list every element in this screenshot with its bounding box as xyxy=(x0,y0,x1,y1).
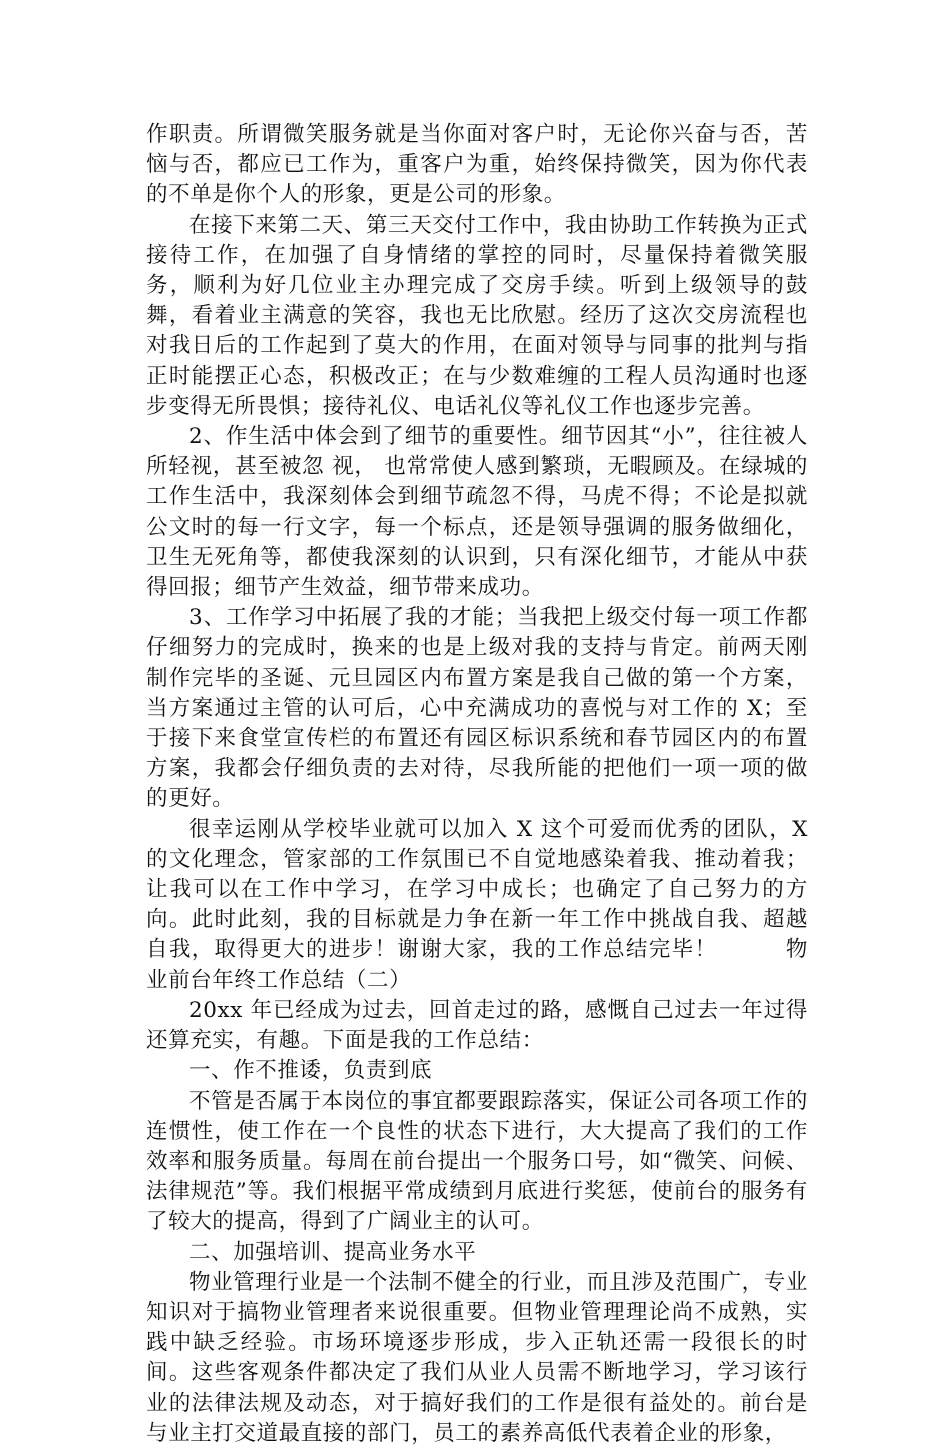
document-body xyxy=(146,120,808,1449)
paragraph-point-3-abilities: 3、工作学习中拓展了我的才能；当我把上级交付每一项工作都仔细努力的完成时，换来的也是上级对我的支持与肯定。前两天刚制作完毕的圣诞、元旦园区内布置方案是我自己做的第一个方案，当方案通过主管的认可后，心中充满成功的喜悦与对工作的 X；至于接下来食堂宣传栏的布置还有园区标识系统和春节园区内的布置方案，我都会仔细负责的去对待，尽我所能的把他们一项一项的做的更好。 xyxy=(146,605,808,812)
paragraph-delivery-work: 在接下来第二天、第三天交付工作中，我由协助工作转换为正式接待工作，在加强了自身情绪的掌控的同时，尽量保持着微笑服务，顺利为好几位业主办理完成了交房手续。听到上级领导的鼓舞，看着业主满意的笑容，我也无比欣慰。经历了这次交房流程也对我日后的工作起到了莫大的作用，在面对领导与同事的批判与指正时能摆正心态，积极改正；在与少数难缠的工程人员沟通时也逐步变得无所畏惧；接待礼仪、电话礼仪等礼仪工作也逐步完善。 xyxy=(146,212,808,419)
section-heading-2: 二、加强培训、提高业务水平 xyxy=(189,1239,477,1265)
paragraph-summary-intro: 20xx 年已经成为过去，回首走过的路，感慨自己过去一年过得还算充实，有趣。下面是我的工作总结： xyxy=(146,997,808,1054)
paragraph-conclusion-and-next-title: 很幸运刚从学校毕业就可以加入 X 这个可爱而优秀的团队，X的文化理念，管家部的工作氛围已不自觉地感染着我、推动着我；让我可以在工作中学习，在学习中成长；也确定了自己努力的方向。此时此刻，我的目标就是力争在新一年工作中挑战自我、超越自我，取得更大的进步！谢谢大家，我的工作总结完毕！ 物业前台年终工作总结（二） xyxy=(146,816,808,993)
paragraph-smile-service-end: 作职责。所谓微笑服务就是当你面对客户时，无论你兴奋与否，苦恼与否，都应已工作为，重客户为重，始终保持微笑，因为你代表的不单是你个人的形象，更是公司的形象。 xyxy=(146,122,808,208)
paragraph-section-2-body: 物业管理行业是一个法制不健全的行业，而且涉及范围广，专业知识对于搞物业管理者来说很重要。但物业管理理论尚不成熟，实践中缺乏经验。市场环境逐步形成，步入正轨还需一段很长的时间。这些客观条件都决定了我们从业人员需不断地学习，学习该行业的法律法规及动态，对于搞好我们的工作是很有益处的。前台是与业主打交道最直接的部门，员工的素养高低代表着企业的形象， xyxy=(146,1269,808,1446)
paragraph-point-2-details: 2、作生活中体会到了细节的重要性。细节因其“小”，往往被人所轻视，甚至被忽 视， 也常常使人感到繁琐，无暇顾及。在绿城的工作生活中，我深刻体会到细节疏忽不得，马虎不得；不论是拟就公文时的每一行文字，每一个标点，还是领导强调的服务做细化，卫生无死角等，都使我深刻的认识到，只有深化细节，才能从中获得回报；细节产生效益，细节带来成功。 xyxy=(146,424,808,601)
paragraph-section-1-body: 不管是否属于本岗位的事宜都要跟踪落实，保证公司各项工作的连惯性，使工作在一个良性的状态下进行，大大提高了我们的工作效率和服务质量。每周在前台提出一个服务口号，如“微笑、问候、法律规范”等。我们根据平常成绩到月底进行奖惩，使前台的服务有了较大的提高，得到了广阔业主的认可。 xyxy=(146,1088,808,1235)
section-heading-1: 一、作不推诿，负责到底 xyxy=(189,1058,433,1084)
